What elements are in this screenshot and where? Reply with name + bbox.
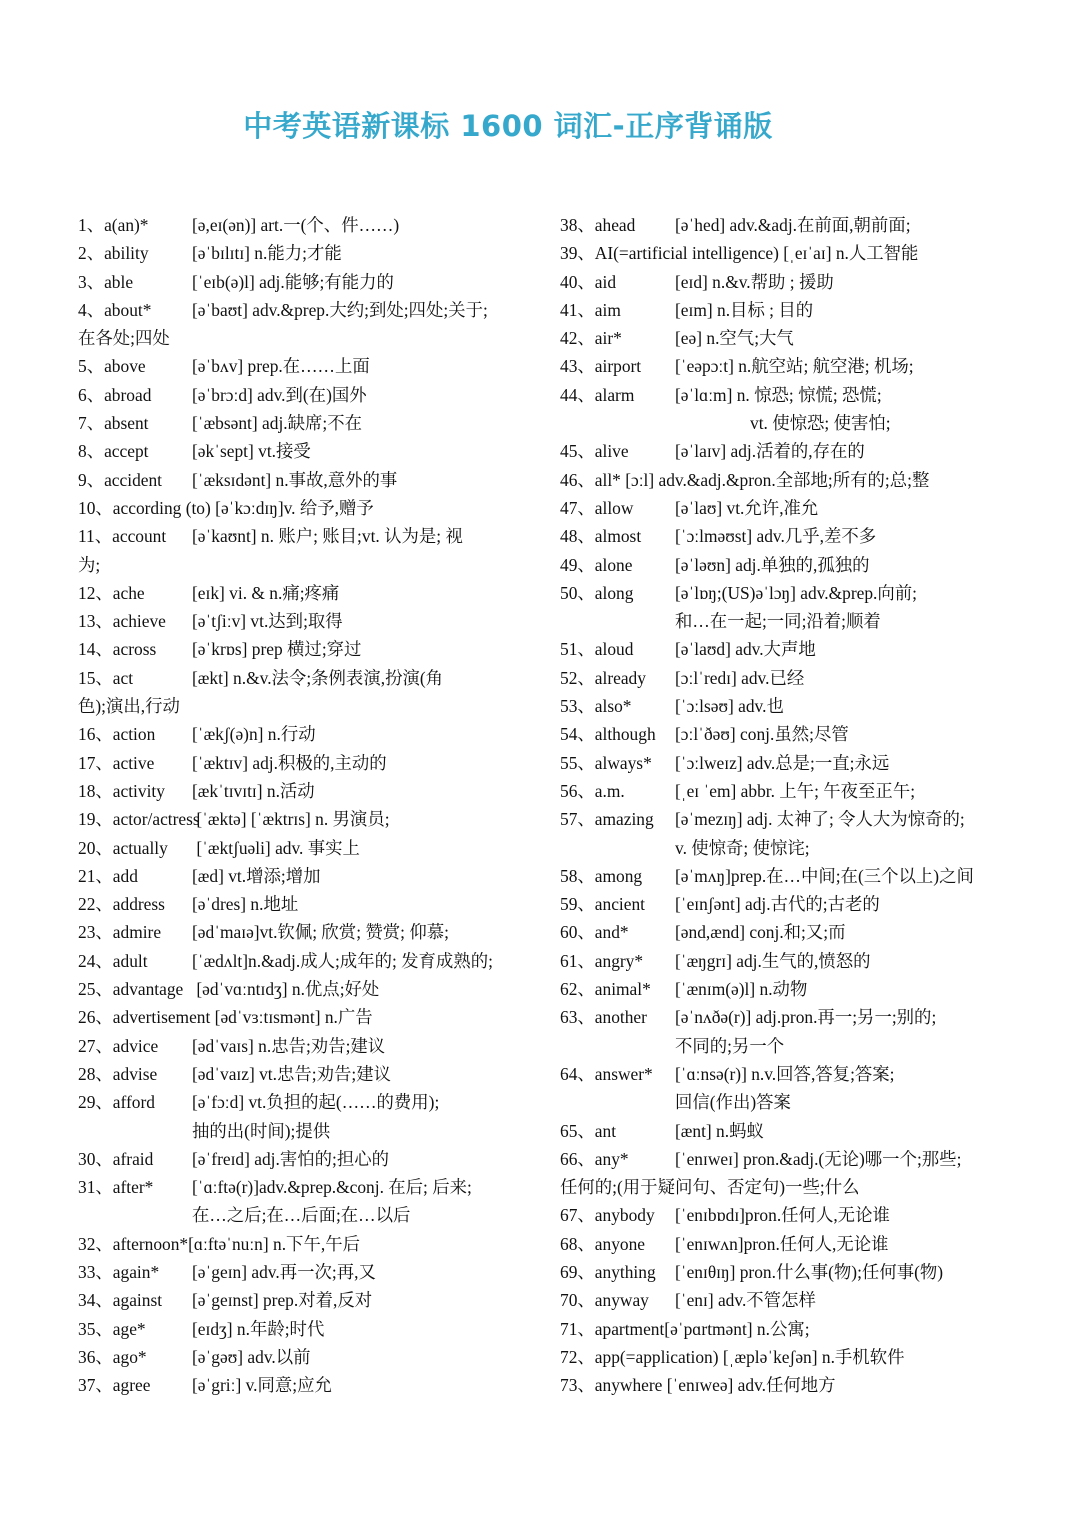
entry-word: 19、actor/actress bbox=[78, 809, 200, 830]
vocab-entry bbox=[78, 834, 532, 862]
entry-definition: [əkˈsept] vt.接受 bbox=[192, 441, 311, 462]
entry-word: 14、across bbox=[78, 639, 157, 660]
vocab-entry bbox=[78, 522, 532, 550]
vocab-line bbox=[78, 494, 532, 522]
vocab-entry bbox=[78, 409, 532, 437]
entry-definition: [ˈæbsənt] adj.缺席;不在 bbox=[192, 413, 363, 434]
entry-word: 18、activity bbox=[78, 780, 165, 801]
entry-definition: [ˈæŋgrɪ] adj.生气的,愤怒的 bbox=[675, 950, 871, 971]
vocab-entry bbox=[560, 635, 1008, 663]
entry-definition: [ˈenɪweɪ] pron.&adj.(无论)哪一个;那些; bbox=[675, 1148, 962, 1169]
entry-word: 70、anyway bbox=[560, 1290, 649, 1311]
entry-word: 4、about* bbox=[78, 299, 152, 320]
vocab-entry bbox=[560, 1145, 1008, 1173]
entry-definition: [eɪm] n.目标 ; 目的 bbox=[675, 299, 814, 320]
vocab-line bbox=[78, 1117, 532, 1145]
vocab-line bbox=[78, 1201, 532, 1229]
vocab-entry bbox=[78, 381, 532, 409]
entry-word: 68、anyone bbox=[560, 1233, 646, 1254]
vocab-line bbox=[560, 1371, 1008, 1399]
vocab-entry bbox=[78, 918, 532, 946]
vocab-line bbox=[78, 1230, 532, 1258]
vocab-entry bbox=[560, 890, 1008, 918]
line-text: 72、app(=application) [ˌæpləˈkeʃən] n.手机软件 bbox=[560, 1346, 905, 1367]
entry-word: 58、among bbox=[560, 865, 643, 886]
vocab-line bbox=[560, 1088, 1008, 1116]
entry-word: 51、aloud bbox=[560, 639, 634, 660]
vocab-entry bbox=[560, 211, 1008, 239]
line-text: v. 使惊奇; 使惊诧; bbox=[675, 837, 810, 858]
entry-definition: [ˌeɪ ˈem] abbr. 上午; 午夜至正午; bbox=[675, 780, 916, 801]
vocab-line bbox=[560, 239, 1008, 267]
entry-definition: [ədˈvaɪs] n.忠告;劝告;建议 bbox=[192, 1035, 386, 1056]
vocab-entry bbox=[560, 720, 1008, 748]
entry-definition: [ˈæktʃuəli] adv. 事实上 bbox=[192, 837, 360, 858]
vocab-entry bbox=[560, 1117, 1008, 1145]
entry-word: 52、already bbox=[560, 667, 646, 688]
vocab-entry bbox=[78, 579, 532, 607]
entry-word: 3、able bbox=[78, 271, 134, 292]
entry-definition: [eɪd] n.&v.帮助 ; 援助 bbox=[675, 271, 834, 292]
entry-word: 8、accept bbox=[78, 441, 149, 462]
entry-definition: [ˈækʃ(ə)n] n.行动 bbox=[192, 724, 316, 745]
vocab-entry bbox=[78, 1343, 532, 1371]
entry-definition: [ˈenɪ] adv.不管怎样 bbox=[675, 1290, 816, 1311]
entry-definition: [eə] n.空气;大气 bbox=[675, 328, 794, 349]
vocab-line bbox=[560, 1315, 1008, 1343]
line-text: 32、afternoon*[ɑːftəˈnuːn] n.下午,午后 bbox=[78, 1233, 360, 1254]
entry-word: 47、allow bbox=[560, 497, 634, 518]
vocab-entry bbox=[78, 1088, 532, 1116]
vocab-entry bbox=[560, 324, 1008, 352]
vocab-entry bbox=[78, 720, 532, 748]
line-text: 任何的;(用于疑问句、否定句)一些;什么 bbox=[560, 1177, 860, 1198]
entry-definition: [əˈlɑːm] n. 惊恐; 惊慌; 恐慌; bbox=[675, 384, 882, 405]
vocab-entry bbox=[78, 975, 532, 1003]
entry-word: 5、above bbox=[78, 356, 146, 377]
vocab-entry bbox=[78, 1032, 532, 1060]
entry-word: 64、answer* bbox=[560, 1063, 653, 1084]
entry-definition: [əˈkaʊnt] n. 账户; 账目;vt. 认为是; 视 bbox=[192, 526, 463, 547]
vocab-line bbox=[78, 1003, 532, 1031]
entry-word: 43、airport bbox=[560, 356, 642, 377]
vocab-line bbox=[560, 466, 1008, 494]
vocab-entry bbox=[560, 352, 1008, 380]
vocab-line bbox=[560, 834, 1008, 862]
line-text: 73、anywhere [ˈenɪweə] adv.任何地方 bbox=[560, 1375, 836, 1396]
entry-definition: [əˈbɪlɪtɪ] n.能力;才能 bbox=[192, 243, 342, 264]
entry-definition: [ˈenɪbɒdɪ]pron.任何人,无论谁 bbox=[675, 1205, 890, 1226]
entry-definition: [ˈædʌlt]n.&adj.成人;成年的; 发育成熟的; bbox=[192, 950, 493, 971]
entry-word: 34、against bbox=[78, 1290, 163, 1311]
entry-definition: [əˈfreɪd] adj.害怕的;担心的 bbox=[192, 1148, 390, 1169]
entry-word: 53、also* bbox=[560, 696, 632, 717]
entry-definition: [əˈhed] adv.&adj.在前面,朝前面; bbox=[675, 215, 911, 235]
entry-word: 67、anybody bbox=[560, 1205, 655, 1226]
entry-word: 38、ahead bbox=[560, 215, 636, 235]
vocab-entry bbox=[78, 268, 532, 296]
entry-definition: [əˈtʃiːv] vt.达到;取得 bbox=[192, 611, 343, 632]
vocab-entry bbox=[560, 1258, 1008, 1286]
entry-definition: [ˈɔːlməʊst] adv.几乎,差不多 bbox=[675, 526, 877, 547]
vocab-entry bbox=[560, 522, 1008, 550]
vocab-entry bbox=[78, 1060, 532, 1088]
entry-definition: [əˈgriː] v.同意;应允 bbox=[192, 1375, 332, 1396]
vocab-entry bbox=[560, 1286, 1008, 1314]
vocab-entry bbox=[560, 664, 1008, 692]
line-text: 抽的出(时间);提供 bbox=[192, 1120, 331, 1141]
entry-definition: [əˈlaʊd] adv.大声地 bbox=[675, 639, 816, 660]
entry-word: 54、although bbox=[560, 724, 656, 745]
vocab-entry bbox=[560, 579, 1008, 607]
entry-word: 25、advantage bbox=[78, 979, 184, 1000]
entry-word: 29、afford bbox=[78, 1092, 155, 1113]
entry-definition: [əˈgeɪn] adv.再一次;再,又 bbox=[192, 1261, 376, 1282]
entry-word: 13、achieve bbox=[78, 611, 166, 632]
vocab-entry bbox=[560, 805, 1008, 833]
entry-definition: [əˈbʌv] prep.在……上面 bbox=[192, 356, 370, 377]
vocab-entry bbox=[78, 1315, 532, 1343]
vocab-entry bbox=[560, 494, 1008, 522]
entry-word: 36、ago* bbox=[78, 1346, 147, 1367]
line-text: vt. 使惊恐; 使害怕; bbox=[750, 413, 891, 434]
entry-word: 33、again* bbox=[78, 1261, 160, 1282]
vocab-entry bbox=[78, 890, 532, 918]
vocab-entry bbox=[560, 268, 1008, 296]
vocab-entry bbox=[78, 749, 532, 777]
entry-word: 28、advise bbox=[78, 1063, 158, 1084]
vocab-entry bbox=[560, 749, 1008, 777]
entry-definition: [ɔːlˈredɪ] adv.已经 bbox=[675, 667, 805, 688]
vocab-entry bbox=[78, 1286, 532, 1314]
entry-definition: [ˈeɪnʃənt] adj.古代的;古老的 bbox=[675, 894, 880, 915]
entry-word: 62、animal* bbox=[560, 979, 651, 1000]
vocab-entry bbox=[78, 296, 532, 324]
vocab-entry bbox=[560, 777, 1008, 805]
vocab-entry bbox=[78, 1145, 532, 1173]
vocab-line bbox=[560, 1343, 1008, 1371]
vocab-entry bbox=[78, 947, 532, 975]
entry-definition: [eɪk] vi. & n.痛;疼痛 bbox=[192, 582, 340, 603]
entry-definition: [əˈlɒŋ;(US)əˈlɔŋ] adv.&prep.向前; bbox=[675, 582, 917, 603]
entry-definition: [ˈeɪb(ə)l] adj.能够;有能力的 bbox=[192, 271, 394, 292]
entry-word: 57、amazing bbox=[560, 809, 654, 830]
entry-word: 45、alive bbox=[560, 441, 629, 462]
vocab-entry bbox=[78, 1258, 532, 1286]
entry-definition: [ənd,ænd] conj.和;又;而 bbox=[675, 922, 846, 943]
line-text: 10、according (to) [əˈkɔːdɪŋ]v. 给予,赠予 bbox=[78, 497, 374, 518]
entry-word: 9、accident bbox=[78, 469, 163, 490]
entry-word: 22、address bbox=[78, 894, 165, 915]
vocab-entry bbox=[78, 466, 532, 494]
vocab-entry bbox=[78, 239, 532, 267]
entry-word: 1、a(an)* bbox=[78, 215, 149, 235]
entry-word: 63、another bbox=[560, 1007, 647, 1028]
entry-definition: [əˈlaʊ] vt.允许,准允 bbox=[675, 497, 819, 518]
entry-word: 50、along bbox=[560, 582, 634, 603]
entry-word: 21、add bbox=[78, 865, 138, 886]
entry-word: 6、abroad bbox=[78, 384, 152, 405]
entry-definition: [əˈfɔːd] vt.负担的起(……的费用); bbox=[192, 1092, 440, 1113]
entry-definition: [ɔːlˈðəʊ] conj.虽然;尽管 bbox=[675, 724, 849, 745]
line-text: 在各处;四处 bbox=[78, 328, 170, 349]
entry-definition: [ədˈmaɪə]vt.钦佩; 欣赏; 赞赏; 仰慕; bbox=[192, 922, 449, 943]
entry-definition: [ədˈvɑːntɪdʒ] n.优点;好处 bbox=[192, 979, 380, 1000]
vocab-entry bbox=[78, 211, 532, 239]
entry-definition: [ˈænɪm(ə)l] n.动物 bbox=[675, 979, 808, 1000]
vocab-entry bbox=[78, 635, 532, 663]
entry-definition: [əˈmʌŋ]prep.在…中间;在(三个以上)之间 bbox=[675, 865, 974, 886]
entry-definition: [ækˈtɪvɪtɪ] n.活动 bbox=[192, 780, 315, 801]
entry-definition: [ˈæksɪdənt] n.事故,意外的事 bbox=[192, 469, 398, 490]
line-text: 26、advertisement [ədˈvɜːtɪsmənt] n.广告 bbox=[78, 1007, 373, 1028]
entry-definition: [əˈgeɪnst] prep.对着,反对 bbox=[192, 1290, 373, 1311]
entry-word: 15、act bbox=[78, 667, 134, 688]
entry-definition: [ˈenɪwʌn]pron.任何人,无论谁 bbox=[675, 1233, 889, 1254]
vocab-line bbox=[78, 692, 532, 720]
vocab-entry bbox=[560, 296, 1008, 324]
vocab-line bbox=[78, 551, 532, 579]
vocab-entry bbox=[78, 777, 532, 805]
line-text: 和…在一起;一同;沿着;顺着 bbox=[675, 611, 881, 632]
vocab-line bbox=[78, 324, 532, 352]
entry-definition: [əˈnʌðə(r)] adj.pron.再一;另一;别的; bbox=[675, 1007, 937, 1028]
entry-word: 56、a.m. bbox=[560, 780, 625, 801]
entry-word: 66、any* bbox=[560, 1148, 629, 1169]
line-text: 回信(作出)答案 bbox=[675, 1092, 791, 1113]
vocab-entry bbox=[78, 1173, 532, 1201]
line-text: 39、AI(=artificial intelligence) [ˌeɪˈaɪ] n.人工智能 bbox=[560, 243, 919, 264]
vocab-column-left bbox=[78, 211, 532, 1399]
entry-definition: [ˈenɪθɪŋ] pron.什么事(物);任何事(物) bbox=[675, 1261, 944, 1282]
line-text: 为; bbox=[78, 554, 101, 575]
line-text: 不同的;另一个 bbox=[675, 1035, 785, 1056]
entry-definition: [ænt] n.蚂蚁 bbox=[675, 1120, 764, 1141]
entry-word: 17、active bbox=[78, 752, 155, 773]
entry-definition: [ækt] n.&v.法令;条例表演,扮演(角 bbox=[192, 667, 444, 688]
entry-definition: [ə,eɪ(ən)] art.一(个、件……) bbox=[192, 215, 400, 235]
line-text: 46、all* [ɔːl] adv.&adj.&pron.全部地;所有的;总;整 bbox=[560, 469, 930, 490]
line-text: 在…之后;在…后面;在…以后 bbox=[192, 1205, 411, 1226]
entry-word: 40、aid bbox=[560, 271, 617, 292]
entry-word: 24、adult bbox=[78, 950, 148, 971]
entry-definition: [ˈæktə] [ˈæktrɪs] n. 男演员; bbox=[192, 809, 390, 830]
entry-word: 44、alarm bbox=[560, 384, 635, 405]
vocab-entry bbox=[560, 692, 1008, 720]
entry-word: 55、always* bbox=[560, 752, 652, 773]
entry-word: 27、advice bbox=[78, 1035, 159, 1056]
entry-word: 48、almost bbox=[560, 526, 642, 547]
vocab-entry bbox=[560, 551, 1008, 579]
vocab-entry bbox=[560, 862, 1008, 890]
vocab-entry bbox=[560, 1230, 1008, 1258]
entry-word: 23、admire bbox=[78, 922, 162, 943]
entry-definition: [æd] vt.增添;增加 bbox=[192, 865, 321, 886]
vocab-entry bbox=[78, 862, 532, 890]
entry-definition: [ˈæktɪv] adj.积极的,主动的 bbox=[192, 752, 387, 773]
entry-word: 41、aim bbox=[560, 299, 621, 320]
vocab-entry bbox=[560, 1060, 1008, 1088]
entry-definition: [ədˈvaɪz] vt.忠告;劝告;建议 bbox=[192, 1063, 391, 1084]
entry-definition: [əˈgəʊ] adv.以前 bbox=[192, 1346, 311, 1367]
entry-definition: [əˈbaʊt] adv.&prep.大约;到处;四处;关于; bbox=[192, 299, 488, 320]
entry-definition: [eɪdʒ] n.年龄;时代 bbox=[192, 1318, 325, 1339]
entry-word: 42、air* bbox=[560, 328, 622, 349]
entry-word: 12、ache bbox=[78, 582, 145, 603]
entry-word: 49、alone bbox=[560, 554, 633, 575]
entry-definition: [əˈbrɔːd] adv.到(在)国外 bbox=[192, 384, 367, 405]
vocab-entry bbox=[560, 381, 1008, 409]
vocab-entry bbox=[78, 607, 532, 635]
entry-word: 2、ability bbox=[78, 243, 149, 264]
entry-word: 20、actually bbox=[78, 837, 168, 858]
vocab-line bbox=[560, 607, 1008, 635]
entry-word: 69、anything bbox=[560, 1261, 656, 1282]
page-title: 中考英语新课标 1600 词汇-正序背诵版 bbox=[243, 109, 773, 143]
entry-word: 16、action bbox=[78, 724, 156, 745]
entry-definition: [ˈɑːnsə(r)] n.v.回答,答复;答案; bbox=[675, 1063, 895, 1084]
entry-word: 31、after* bbox=[78, 1177, 154, 1198]
entry-word: 30、afraid bbox=[78, 1148, 154, 1169]
vocab-entry bbox=[78, 805, 532, 833]
vocab-entry bbox=[560, 975, 1008, 1003]
vocab-entry bbox=[560, 437, 1008, 465]
entry-definition: [əˈmezɪŋ] adj. 太神了; 令人大为惊奇的; bbox=[675, 809, 965, 830]
vocab-entry bbox=[78, 664, 532, 692]
vocab-line bbox=[560, 1032, 1008, 1060]
vocab-column-right bbox=[560, 211, 1008, 1399]
entry-definition: [əˈləʊn] adj.单独的,孤独的 bbox=[675, 554, 870, 575]
entry-word: 61、angry* bbox=[560, 950, 644, 971]
line-text: 色);演出,行动 bbox=[78, 696, 180, 717]
entry-word: 59、ancient bbox=[560, 894, 645, 915]
vocab-entry bbox=[560, 918, 1008, 946]
vocab-entry bbox=[78, 1371, 532, 1399]
entry-definition: [əˈdres] n.地址 bbox=[192, 894, 299, 915]
entry-definition: [ˈɑːftə(r)]adv.&prep.&conj. 在后; 后来; bbox=[192, 1177, 472, 1198]
entry-word: 35、age* bbox=[78, 1318, 146, 1339]
line-text: 71、apartment[əˈpɑrtmənt] n.公寓; bbox=[560, 1318, 810, 1339]
entry-word: 11、account bbox=[78, 526, 167, 547]
vocab-line bbox=[560, 409, 1008, 437]
entry-definition: [əˈkrɒs] prep 横过;穿过 bbox=[192, 639, 362, 660]
entry-word: 37、agree bbox=[78, 1375, 151, 1396]
entry-word: 65、ant bbox=[560, 1120, 617, 1141]
entry-definition: [ˈɔːlweɪz] adv.总是;一直;永远 bbox=[675, 752, 890, 773]
entry-word: 7、absent bbox=[78, 413, 149, 434]
entry-definition: [ˈeəpɔːt] n.航空站; 航空港; 机场; bbox=[675, 356, 914, 377]
entry-word: 60、and* bbox=[560, 922, 629, 943]
entry-definition: [ˈɔːlsəʊ] adv.也 bbox=[675, 696, 784, 717]
vocab-entry bbox=[560, 1003, 1008, 1031]
vocab-entry bbox=[560, 1201, 1008, 1229]
vocab-entry bbox=[78, 437, 532, 465]
vocab-entry bbox=[78, 352, 532, 380]
vocab-entry bbox=[560, 947, 1008, 975]
entry-definition: [əˈlaɪv] adj.活着的,存在的 bbox=[675, 441, 865, 462]
vocab-line bbox=[560, 1173, 1008, 1201]
